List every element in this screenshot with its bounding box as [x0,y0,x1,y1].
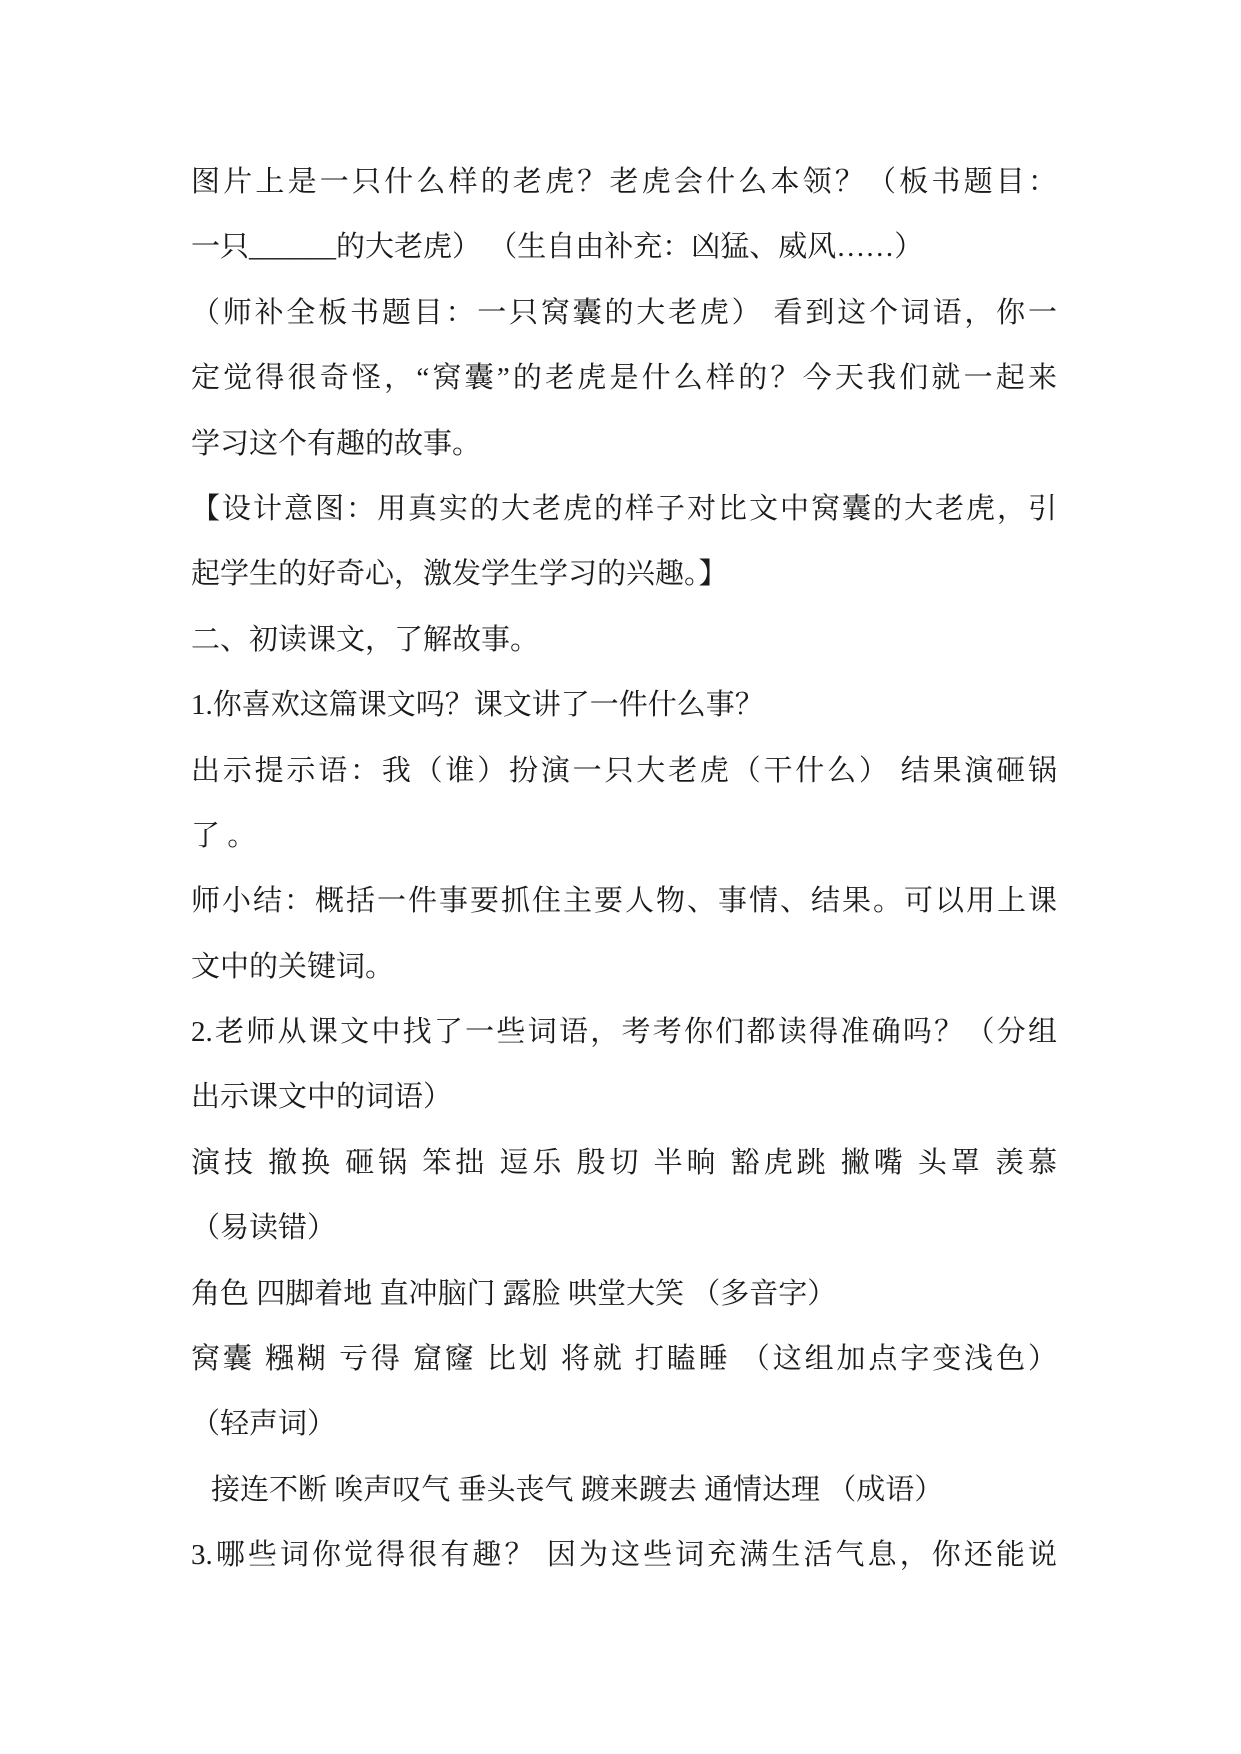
text-line: 一只______的大老虎） （生自由补充：凶猛、威风……） [191,231,924,264]
text-line: 3.哪些词你觉得很有趣？ 因为这些词充满生活气息，你还能说 [191,1539,1057,1572]
text-line: 师小结：概括一件事要抓住主要人物、事情、结果。可以用上课 [191,885,1057,918]
text-line: 定觉得很奇怪，“窝囊”的老虎是什么样的？今天我们就一起来 [191,362,1057,395]
document-body [191,150,1057,1589]
text-line: 学习这个有趣的故事。 [191,427,482,460]
text-line: 了 。 [191,819,257,852]
text-line: 【设计意图：用真实的大老虎的样子对比文中窝囊的大老虎，引 [191,492,1057,525]
text-line: （轻声词） [191,1408,337,1441]
text-line: 1.你喜欢这篇课文吗？课文讲了一件什么事？ [191,689,764,722]
text-line: 出示提示语：我（谁）扮演一只大老虎（干什么） 结果演砸锅 [191,754,1057,787]
word-list-line: 角色 四脚着地 直冲脑门 露脸 哄堂大笑 （多音字） [191,1277,837,1310]
text-line: 起学生的好奇心，激发学生学习的兴趣。】 [191,558,728,591]
word-list-line: 演技 撤换 砸锅 笨拙 逗乐 殷切 半晌 豁虎跳 撇嘴 头罩 羡慕 [191,1146,1057,1179]
word-list-line: 窝囊 糨糊 亏得 窟窿 比划 将就 打瞌睡 （这组加点字变浅色） [191,1343,1057,1376]
text-line: 出示课文中的词语） [191,1081,453,1114]
text-line: （师补全板书题目：一只窝囊的大老虎） 看到这个词语，你一 [191,296,1057,329]
section-heading: 二、初读课文，了解故事。 [191,623,540,656]
text-line: 图片上是一只什么样的老虎？老虎会什么本领？（板书题目： [191,166,1057,198]
text-line: 2.老师从课文中找了一些词语，考考你们都读得准确吗？（分组 [191,1016,1057,1049]
text-line: 文中的关键词。 [191,950,395,983]
word-list-line: 接连不断 唉声叹气 垂头丧气 踱来踱去 通情达理 （成语） [211,1473,944,1506]
text-line: （易读错） [191,1212,337,1245]
